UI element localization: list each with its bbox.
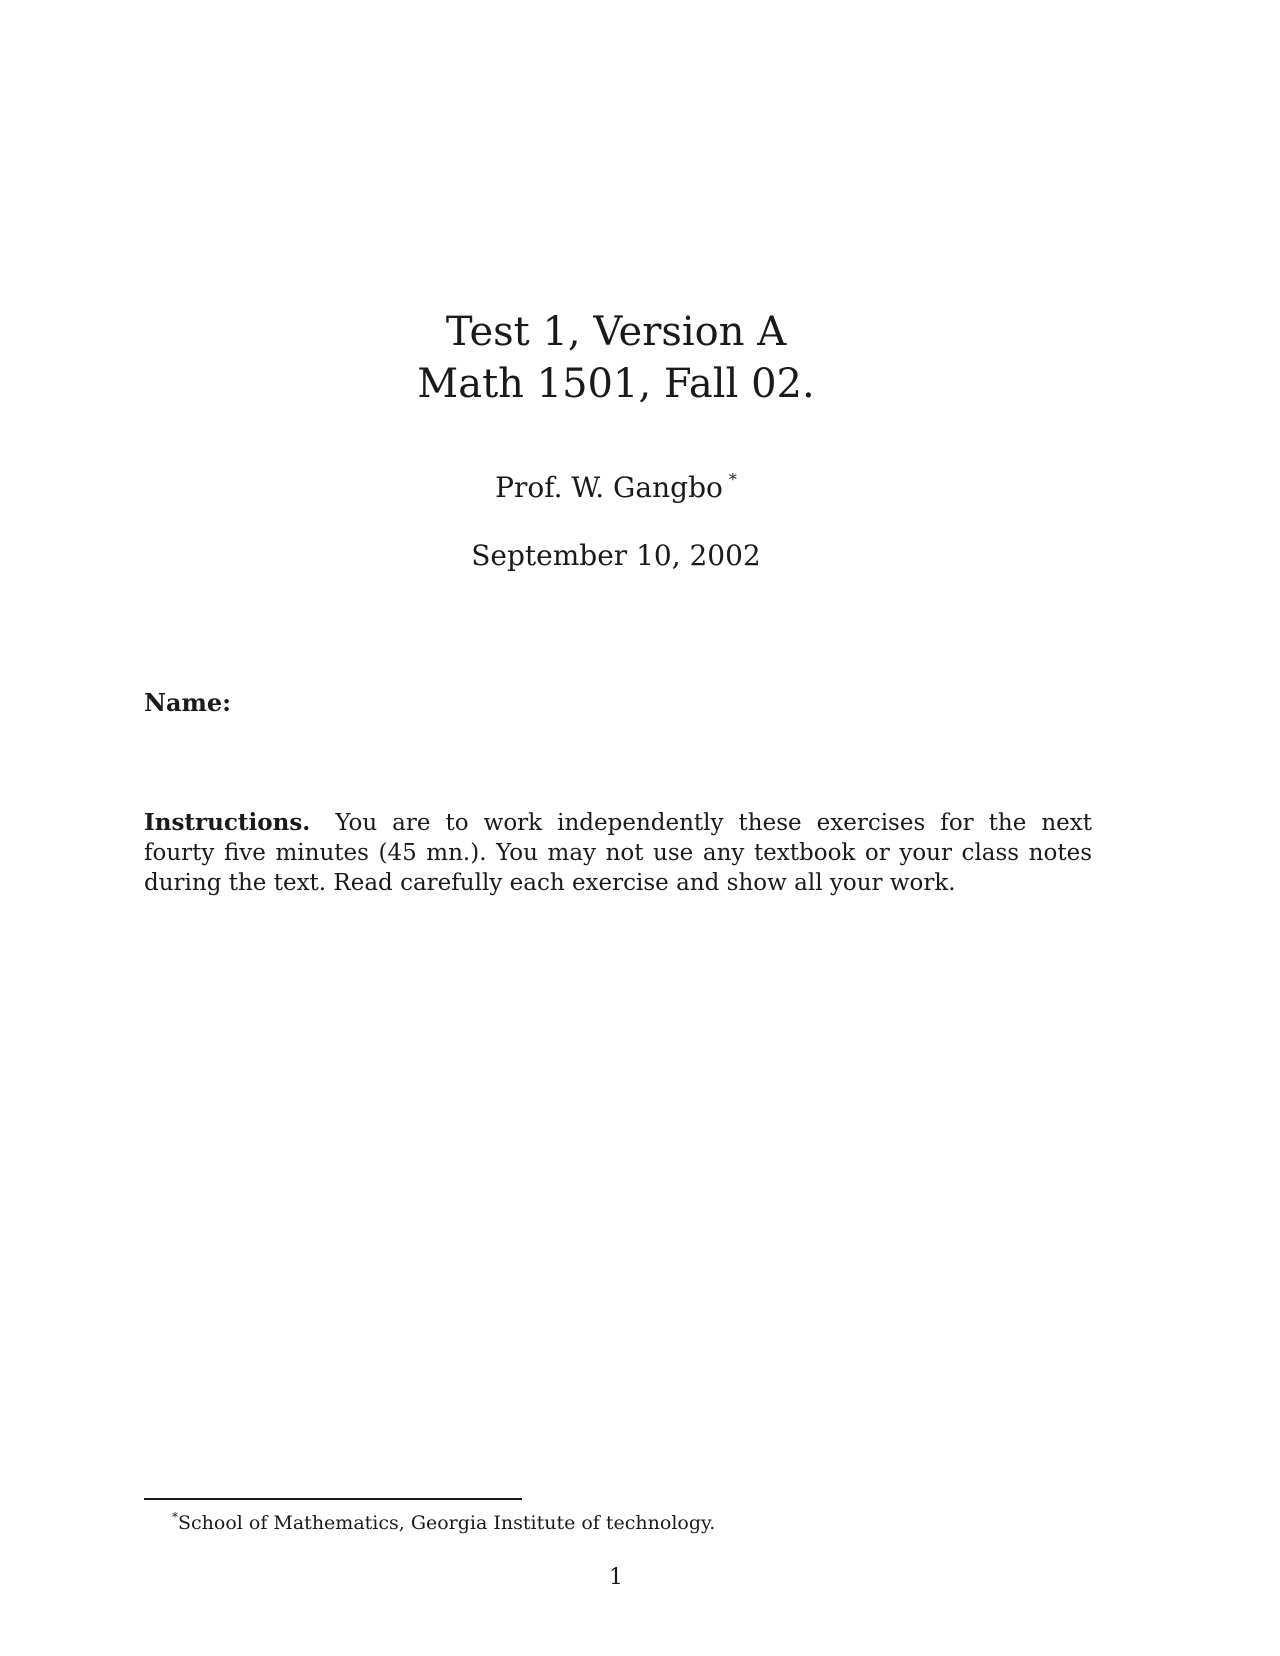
name-label: Name: — [144, 688, 232, 717]
instructions-heading: Instructions. — [144, 809, 311, 836]
page-number: 1 — [609, 1565, 623, 1590]
footnote — [172, 1504, 715, 1536]
instructions-text: You are to work independently these exercises for the next fourty five minutes (45 mn.). You may not use any textbook or your class notes during the text. Read carefully each exercise and show all your work. — [144, 810, 1093, 896]
footnote-mark: * — [172, 1510, 178, 1524]
author-footnote-mark: * — [728, 470, 737, 489]
exam-date: September 10, 2002 — [471, 539, 761, 572]
footnote-text: School of Mathematics, Georgia Institute of technology. — [178, 1512, 716, 1534]
page-title: Test 1, Version A — [445, 309, 787, 355]
author-name: Prof. W. Gangbo — [495, 471, 723, 504]
course-subtitle: Math 1501, Fall 02. — [417, 361, 815, 407]
footnote-divider — [144, 1498, 522, 1500]
instructions-paragraph — [144, 808, 1092, 898]
title-block — [0, 306, 1232, 410]
author-line — [0, 462, 1232, 506]
